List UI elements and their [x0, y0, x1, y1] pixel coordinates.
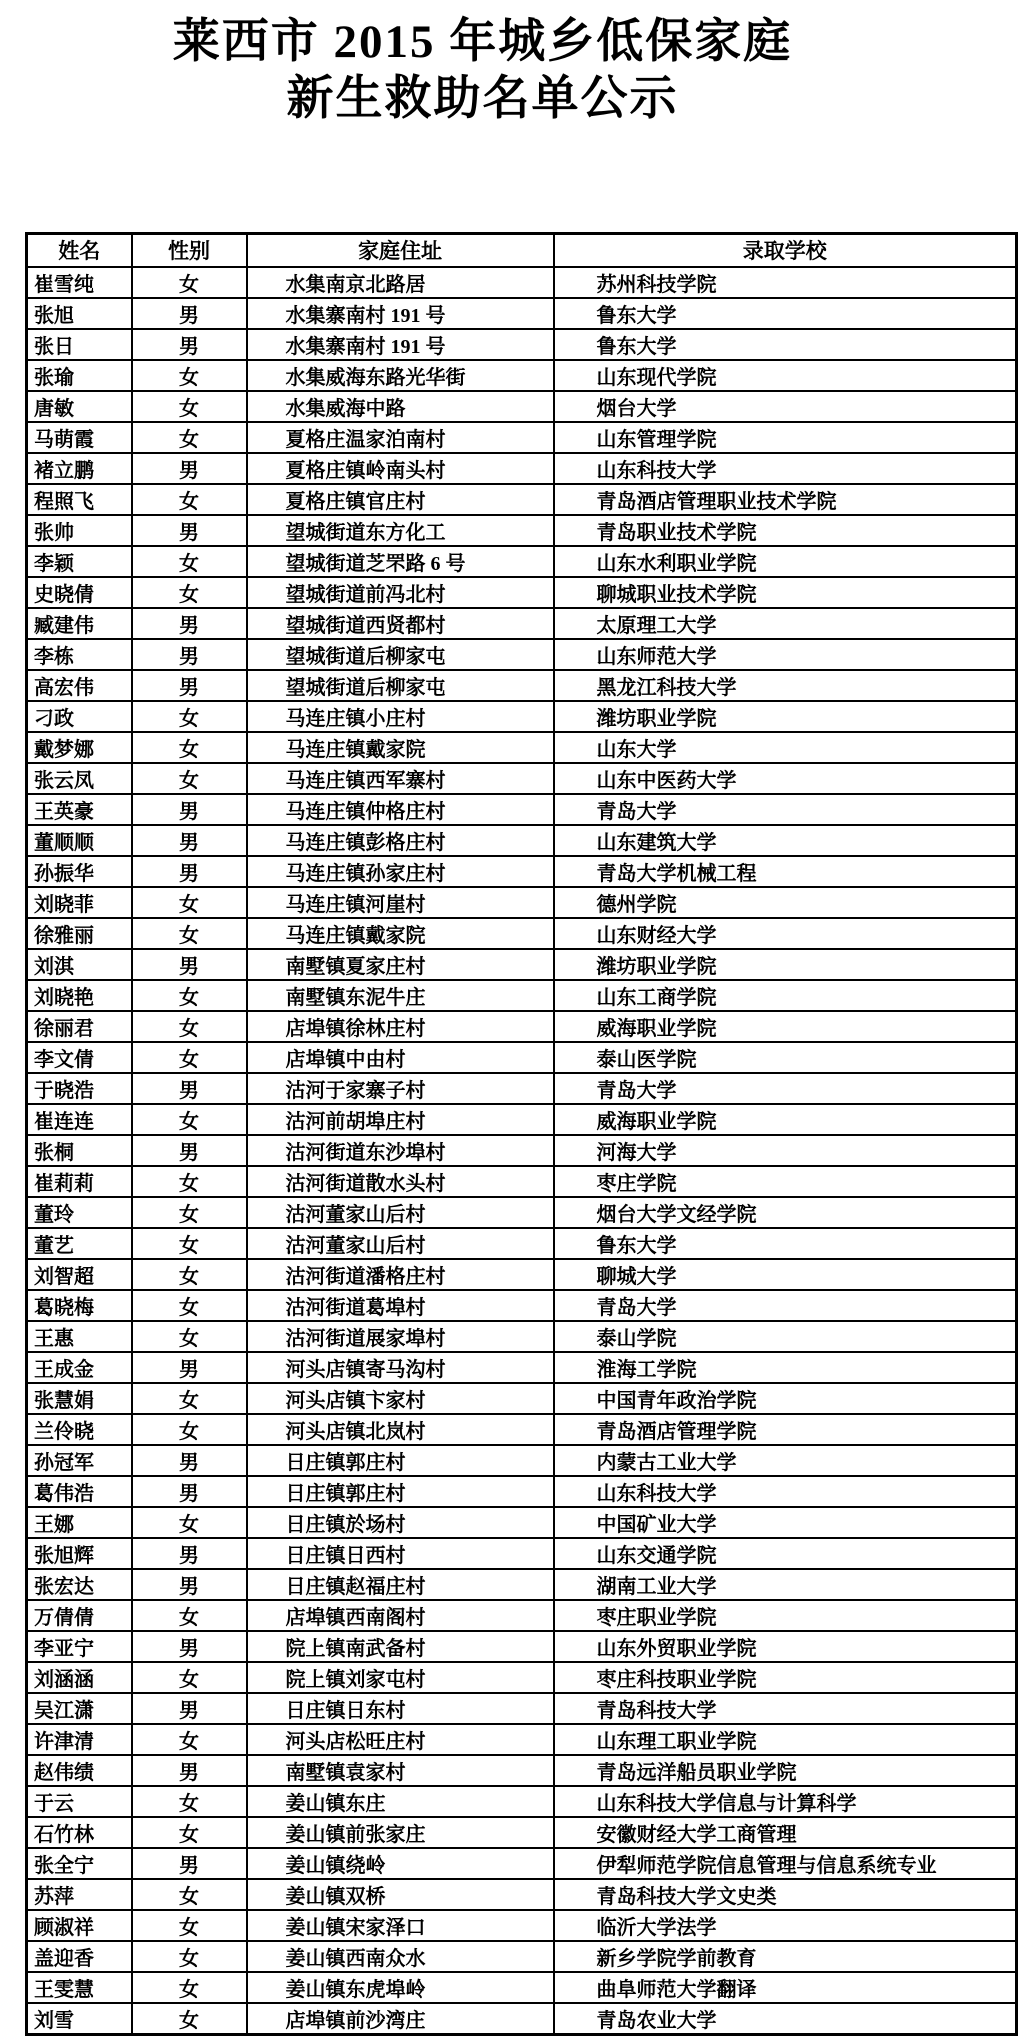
gender-cell: 男 [132, 453, 247, 484]
gender-cell: 男 [132, 608, 247, 639]
name-cell: 王娜 [27, 1507, 132, 1538]
gender-cell: 女 [132, 1197, 247, 1228]
table-row [27, 1259, 1017, 1290]
name-cell: 刘晓艳 [27, 980, 132, 1011]
table-row [27, 1011, 1017, 1042]
table-header-row [27, 234, 1017, 267]
gender-cell: 女 [132, 763, 247, 794]
school-cell: 山东工商学院 [554, 980, 1017, 1011]
name-cell: 董顺顺 [27, 825, 132, 856]
address-cell: 马连庄镇仲格庄村 [247, 794, 554, 825]
school-cell: 山东管理学院 [554, 422, 1017, 453]
gender-cell: 女 [132, 887, 247, 918]
gender-cell: 男 [132, 1631, 247, 1662]
gender-cell: 男 [132, 1073, 247, 1104]
address-cell: 望城街道芝罘路 6 号 [247, 546, 554, 577]
table-row [27, 1228, 1017, 1259]
name-cell: 刘智超 [27, 1259, 132, 1290]
school-cell: 枣庄学院 [554, 1166, 1017, 1197]
school-cell: 山东外贸职业学院 [554, 1631, 1017, 1662]
address-cell: 水集威海东路光华街 [247, 360, 554, 391]
gender-cell: 男 [132, 1445, 247, 1476]
table-row [27, 1631, 1017, 1662]
table-row [27, 1972, 1017, 2003]
address-cell: 望城街道后柳家屯 [247, 639, 554, 670]
school-cell: 太原理工大学 [554, 608, 1017, 639]
name-cell: 石竹林 [27, 1817, 132, 1848]
table-row [27, 267, 1017, 298]
gender-cell: 女 [132, 1941, 247, 1972]
address-cell: 望城街道东方化工 [247, 515, 554, 546]
gender-cell: 女 [132, 422, 247, 453]
school-cell: 鲁东大学 [554, 1228, 1017, 1259]
gender-cell: 男 [132, 825, 247, 856]
gender-cell: 男 [132, 1538, 247, 1569]
gender-cell: 女 [132, 1817, 247, 1848]
gender-cell: 女 [132, 1600, 247, 1631]
gender-cell: 女 [132, 980, 247, 1011]
address-cell: 姜山镇东虎埠岭 [247, 1972, 554, 2003]
table-row [27, 1786, 1017, 1817]
address-cell: 日庄镇郭庄村 [247, 1445, 554, 1476]
address-cell: 河头店镇寄马沟村 [247, 1352, 554, 1383]
name-cell: 盖迎香 [27, 1941, 132, 1972]
school-cell: 青岛农业大学 [554, 2003, 1017, 2035]
table-row [27, 391, 1017, 422]
school-cell: 临沂大学法学 [554, 1910, 1017, 1941]
address-cell: 马连庄镇小庄村 [247, 701, 554, 732]
gender-cell: 女 [132, 577, 247, 608]
column-header-school: 录取学校 [554, 234, 1017, 267]
school-cell: 枣庄职业学院 [554, 1600, 1017, 1631]
table-row [27, 1879, 1017, 1910]
school-cell: 鲁东大学 [554, 329, 1017, 360]
name-cell: 葛晓梅 [27, 1290, 132, 1321]
table-row [27, 949, 1017, 980]
school-cell: 青岛大学 [554, 1290, 1017, 1321]
table-row [27, 1724, 1017, 1755]
school-cell: 潍坊职业学院 [554, 701, 1017, 732]
address-cell: 水集南京北路居 [247, 267, 554, 298]
gender-cell: 女 [132, 484, 247, 515]
table-row [27, 1755, 1017, 1786]
address-cell: 沽河董家山后村 [247, 1228, 554, 1259]
school-cell: 青岛大学机械工程 [554, 856, 1017, 887]
gender-cell: 男 [132, 949, 247, 980]
address-cell: 望城街道西贤都村 [247, 608, 554, 639]
gender-cell: 女 [132, 1259, 247, 1290]
name-cell: 张全宁 [27, 1848, 132, 1879]
table-row [27, 1414, 1017, 1445]
gender-cell: 女 [132, 1383, 247, 1414]
name-cell: 崔莉莉 [27, 1166, 132, 1197]
name-cell: 葛伟浩 [27, 1476, 132, 1507]
name-cell: 刘涵涵 [27, 1662, 132, 1693]
address-cell: 南墅镇袁家村 [247, 1755, 554, 1786]
table-row [27, 980, 1017, 1011]
school-cell: 山东水利职业学院 [554, 546, 1017, 577]
address-cell: 夏格庄温家泊南村 [247, 422, 554, 453]
table-row [27, 329, 1017, 360]
table-row [27, 794, 1017, 825]
address-cell: 河头店镇北岚村 [247, 1414, 554, 1445]
gender-cell: 女 [132, 918, 247, 949]
name-cell: 徐雅丽 [27, 918, 132, 949]
school-cell: 山东科技大学 [554, 453, 1017, 484]
name-cell: 张旭 [27, 298, 132, 329]
name-cell: 李亚宁 [27, 1631, 132, 1662]
school-cell: 山东交通学院 [554, 1538, 1017, 1569]
table-row [27, 546, 1017, 577]
school-cell: 青岛远洋船员职业学院 [554, 1755, 1017, 1786]
table-row [27, 1352, 1017, 1383]
address-cell: 马连庄镇河崖村 [247, 887, 554, 918]
name-cell: 马萌霞 [27, 422, 132, 453]
table-row [27, 856, 1017, 887]
gender-cell: 女 [132, 1166, 247, 1197]
table-row [27, 1848, 1017, 1879]
gender-cell: 女 [132, 1042, 247, 1073]
address-cell: 马连庄镇戴家院 [247, 732, 554, 763]
address-cell: 水集威海中路 [247, 391, 554, 422]
school-cell: 山东现代学院 [554, 360, 1017, 391]
gender-cell: 女 [132, 391, 247, 422]
table-row [27, 1507, 1017, 1538]
name-cell: 王惠 [27, 1321, 132, 1352]
table-row [27, 484, 1017, 515]
school-cell: 威海职业学院 [554, 1011, 1017, 1042]
school-cell: 青岛科技大学文史类 [554, 1879, 1017, 1910]
school-cell: 青岛大学 [554, 794, 1017, 825]
school-cell: 淮海工学院 [554, 1352, 1017, 1383]
table-row [27, 2003, 1017, 2035]
aid-roster-table [25, 232, 1018, 2036]
gender-cell: 女 [132, 1879, 247, 1910]
school-cell: 山东科技大学 [554, 1476, 1017, 1507]
school-cell: 枣庄科技职业学院 [554, 1662, 1017, 1693]
name-cell: 戴梦娜 [27, 732, 132, 763]
name-cell: 吴江潇 [27, 1693, 132, 1724]
column-header-gender: 性别 [132, 234, 247, 267]
name-cell: 万倩倩 [27, 1600, 132, 1631]
table-row [27, 1321, 1017, 1352]
school-cell: 烟台大学文经学院 [554, 1197, 1017, 1228]
gender-cell: 男 [132, 1476, 247, 1507]
school-cell: 泰山学院 [554, 1321, 1017, 1352]
school-cell: 聊城职业技术学院 [554, 577, 1017, 608]
name-cell: 褚立鹏 [27, 453, 132, 484]
name-cell: 赵伟绩 [27, 1755, 132, 1786]
school-cell: 曲阜师范大学翻译 [554, 1972, 1017, 2003]
gender-cell: 男 [132, 794, 247, 825]
school-cell: 青岛酒店管理职业技术学院 [554, 484, 1017, 515]
name-cell: 兰伶晓 [27, 1414, 132, 1445]
name-cell: 张宏达 [27, 1569, 132, 1600]
table-row [27, 1104, 1017, 1135]
gender-cell: 女 [132, 701, 247, 732]
name-cell: 徐丽君 [27, 1011, 132, 1042]
gender-cell: 男 [132, 1693, 247, 1724]
table-row [27, 1042, 1017, 1073]
address-cell: 马连庄镇孙家庄村 [247, 856, 554, 887]
address-cell: 夏格庄镇岭南头村 [247, 453, 554, 484]
address-cell: 姜山镇宋家泽口 [247, 1910, 554, 1941]
table-row [27, 453, 1017, 484]
table-row [27, 1135, 1017, 1166]
address-cell: 店埠镇前沙湾庄 [247, 2003, 554, 2035]
table-row [27, 1073, 1017, 1104]
address-cell: 沽河街道潘格庄村 [247, 1259, 554, 1290]
gender-cell: 女 [132, 1104, 247, 1135]
table-row [27, 1445, 1017, 1476]
school-cell: 黑龙江科技大学 [554, 670, 1017, 701]
school-cell: 山东中医药大学 [554, 763, 1017, 794]
address-cell: 马连庄镇西军寨村 [247, 763, 554, 794]
address-cell: 河头店松旺庄村 [247, 1724, 554, 1755]
gender-cell: 男 [132, 670, 247, 701]
name-cell: 唐敏 [27, 391, 132, 422]
school-cell: 泰山医学院 [554, 1042, 1017, 1073]
gender-cell: 女 [132, 1414, 247, 1445]
school-cell: 青岛科技大学 [554, 1693, 1017, 1724]
name-cell: 李颖 [27, 546, 132, 577]
gender-cell: 男 [132, 1755, 247, 1786]
name-cell: 张瑜 [27, 360, 132, 391]
school-cell: 山东师范大学 [554, 639, 1017, 670]
name-cell: 刁政 [27, 701, 132, 732]
gender-cell: 男 [132, 298, 247, 329]
name-cell: 董玲 [27, 1197, 132, 1228]
school-cell: 潍坊职业学院 [554, 949, 1017, 980]
school-cell: 青岛职业技术学院 [554, 515, 1017, 546]
page-title-line-2: 新生救助名单公示 [286, 73, 679, 125]
name-cell: 刘雪 [27, 2003, 132, 2035]
address-cell: 日庄镇赵福庄村 [247, 1569, 554, 1600]
name-cell: 于云 [27, 1786, 132, 1817]
gender-cell: 女 [132, 1662, 247, 1693]
name-cell: 刘淇 [27, 949, 132, 980]
address-cell: 南墅镇夏家庄村 [247, 949, 554, 980]
school-cell: 安徽财经大学工商管理 [554, 1817, 1017, 1848]
table-row [27, 918, 1017, 949]
gender-cell: 女 [132, 1321, 247, 1352]
school-cell: 新乡学院学前教育 [554, 1941, 1017, 1972]
address-cell: 水集寨南村 191 号 [247, 329, 554, 360]
table-row [27, 577, 1017, 608]
name-cell: 崔雪纯 [27, 267, 132, 298]
name-cell: 崔连连 [27, 1104, 132, 1135]
name-cell: 高宏伟 [27, 670, 132, 701]
table-row [27, 639, 1017, 670]
address-cell: 日庄镇日西村 [247, 1538, 554, 1569]
gender-cell: 男 [132, 329, 247, 360]
address-cell: 马连庄镇戴家院 [247, 918, 554, 949]
address-cell: 沽河街道葛埠村 [247, 1290, 554, 1321]
school-cell: 山东理工职业学院 [554, 1724, 1017, 1755]
gender-cell: 女 [132, 1972, 247, 2003]
gender-cell: 男 [132, 1848, 247, 1879]
school-cell: 伊犁师范学院信息管理与信息系统专业 [554, 1848, 1017, 1879]
table-row [27, 670, 1017, 701]
table-row [27, 1290, 1017, 1321]
school-cell: 青岛酒店管理学院 [554, 1414, 1017, 1445]
address-cell: 夏格庄镇官庄村 [247, 484, 554, 515]
gender-cell: 女 [132, 1910, 247, 1941]
table-row [27, 360, 1017, 391]
name-cell: 程照飞 [27, 484, 132, 515]
gender-cell: 男 [132, 1352, 247, 1383]
gender-cell: 男 [132, 856, 247, 887]
school-cell: 中国青年政治学院 [554, 1383, 1017, 1414]
address-cell: 望城街道前冯北村 [247, 577, 554, 608]
name-cell: 李文倩 [27, 1042, 132, 1073]
table-row [27, 1910, 1017, 1941]
gender-cell: 女 [132, 2003, 247, 2035]
name-cell: 王雯慧 [27, 1972, 132, 2003]
name-cell: 于晓浩 [27, 1073, 132, 1104]
address-cell: 沽河董家山后村 [247, 1197, 554, 1228]
school-cell: 烟台大学 [554, 391, 1017, 422]
name-cell: 王英豪 [27, 794, 132, 825]
school-cell: 内蒙古工业大学 [554, 1445, 1017, 1476]
address-cell: 水集寨南村 191 号 [247, 298, 554, 329]
school-cell: 湖南工业大学 [554, 1569, 1017, 1600]
address-cell: 院上镇南武备村 [247, 1631, 554, 1662]
name-cell: 许津清 [27, 1724, 132, 1755]
gender-cell: 女 [132, 546, 247, 577]
name-cell: 刘晓菲 [27, 887, 132, 918]
address-cell: 姜山镇绕岭 [247, 1848, 554, 1879]
table-row [27, 763, 1017, 794]
address-cell: 姜山镇前张家庄 [247, 1817, 554, 1848]
table-row [27, 1538, 1017, 1569]
address-cell: 南墅镇东泥牛庄 [247, 980, 554, 1011]
address-cell: 店埠镇中由村 [247, 1042, 554, 1073]
gender-cell: 女 [132, 1290, 247, 1321]
table-row [27, 515, 1017, 546]
school-cell: 中国矿业大学 [554, 1507, 1017, 1538]
table-row [27, 1383, 1017, 1414]
gender-cell: 女 [132, 360, 247, 391]
gender-cell: 女 [132, 1507, 247, 1538]
table-row [27, 1600, 1017, 1631]
school-cell: 聊城大学 [554, 1259, 1017, 1290]
name-cell: 张帅 [27, 515, 132, 546]
address-cell: 姜山镇东庄 [247, 1786, 554, 1817]
gender-cell: 女 [132, 1786, 247, 1817]
table-row [27, 608, 1017, 639]
name-cell: 张桐 [27, 1135, 132, 1166]
address-cell: 店埠镇徐林庄村 [247, 1011, 554, 1042]
name-cell: 顾淑祥 [27, 1910, 132, 1941]
address-cell: 院上镇刘家屯村 [247, 1662, 554, 1693]
table-row [27, 1693, 1017, 1724]
name-cell: 孙振华 [27, 856, 132, 887]
school-cell: 山东科技大学信息与计算科学 [554, 1786, 1017, 1817]
gender-cell: 女 [132, 1724, 247, 1755]
table-row [27, 1476, 1017, 1507]
name-cell: 李栋 [27, 639, 132, 670]
school-cell: 苏州科技学院 [554, 267, 1017, 298]
school-cell: 青岛大学 [554, 1073, 1017, 1104]
school-cell: 鲁东大学 [554, 298, 1017, 329]
table-row [27, 1817, 1017, 1848]
school-cell: 山东建筑大学 [554, 825, 1017, 856]
gender-cell: 男 [132, 639, 247, 670]
name-cell: 张慧娟 [27, 1383, 132, 1414]
address-cell: 姜山镇双桥 [247, 1879, 554, 1910]
school-cell: 威海职业学院 [554, 1104, 1017, 1135]
table-row [27, 732, 1017, 763]
gender-cell: 男 [132, 1569, 247, 1600]
address-cell: 沽河于家寨子村 [247, 1073, 554, 1104]
gender-cell: 女 [132, 1228, 247, 1259]
address-cell: 沽河街道散水头村 [247, 1166, 554, 1197]
gender-cell: 女 [132, 1011, 247, 1042]
table-row [27, 701, 1017, 732]
address-cell: 沽河街道东沙埠村 [247, 1135, 554, 1166]
address-cell: 沽河街道展家埠村 [247, 1321, 554, 1352]
name-cell: 史晓倩 [27, 577, 132, 608]
column-header-name: 姓名 [27, 234, 132, 267]
page-title [0, 14, 965, 128]
school-cell: 山东大学 [554, 732, 1017, 763]
table-row [27, 887, 1017, 918]
table-row [27, 1166, 1017, 1197]
name-cell: 张日 [27, 329, 132, 360]
table-row [27, 1941, 1017, 1972]
name-cell: 孙冠军 [27, 1445, 132, 1476]
table-row [27, 1662, 1017, 1693]
column-header-address: 家庭住址 [247, 234, 554, 267]
address-cell: 日庄镇於场村 [247, 1507, 554, 1538]
school-cell: 山东财经大学 [554, 918, 1017, 949]
address-cell: 日庄镇郭庄村 [247, 1476, 554, 1507]
school-cell: 河海大学 [554, 1135, 1017, 1166]
address-cell: 河头店镇卞家村 [247, 1383, 554, 1414]
table-row [27, 298, 1017, 329]
name-cell: 董艺 [27, 1228, 132, 1259]
gender-cell: 女 [132, 267, 247, 298]
name-cell: 张旭辉 [27, 1538, 132, 1569]
page-title-line-1: 莱西市 2015 年城乡低保家庭 [172, 16, 793, 68]
name-cell: 苏萍 [27, 1879, 132, 1910]
table-row [27, 1197, 1017, 1228]
name-cell: 臧建伟 [27, 608, 132, 639]
gender-cell: 男 [132, 515, 247, 546]
address-cell: 店埠镇西南阁村 [247, 1600, 554, 1631]
table-row [27, 1569, 1017, 1600]
address-cell: 望城街道后柳家屯 [247, 670, 554, 701]
table-row [27, 422, 1017, 453]
school-cell: 德州学院 [554, 887, 1017, 918]
name-cell: 王成金 [27, 1352, 132, 1383]
address-cell: 日庄镇日东村 [247, 1693, 554, 1724]
gender-cell: 女 [132, 732, 247, 763]
address-cell: 姜山镇西南众水 [247, 1941, 554, 1972]
gender-cell: 男 [132, 1135, 247, 1166]
address-cell: 沽河前胡埠庄村 [247, 1104, 554, 1135]
name-cell: 张云凤 [27, 763, 132, 794]
address-cell: 马连庄镇彭格庄村 [247, 825, 554, 856]
table-row [27, 825, 1017, 856]
